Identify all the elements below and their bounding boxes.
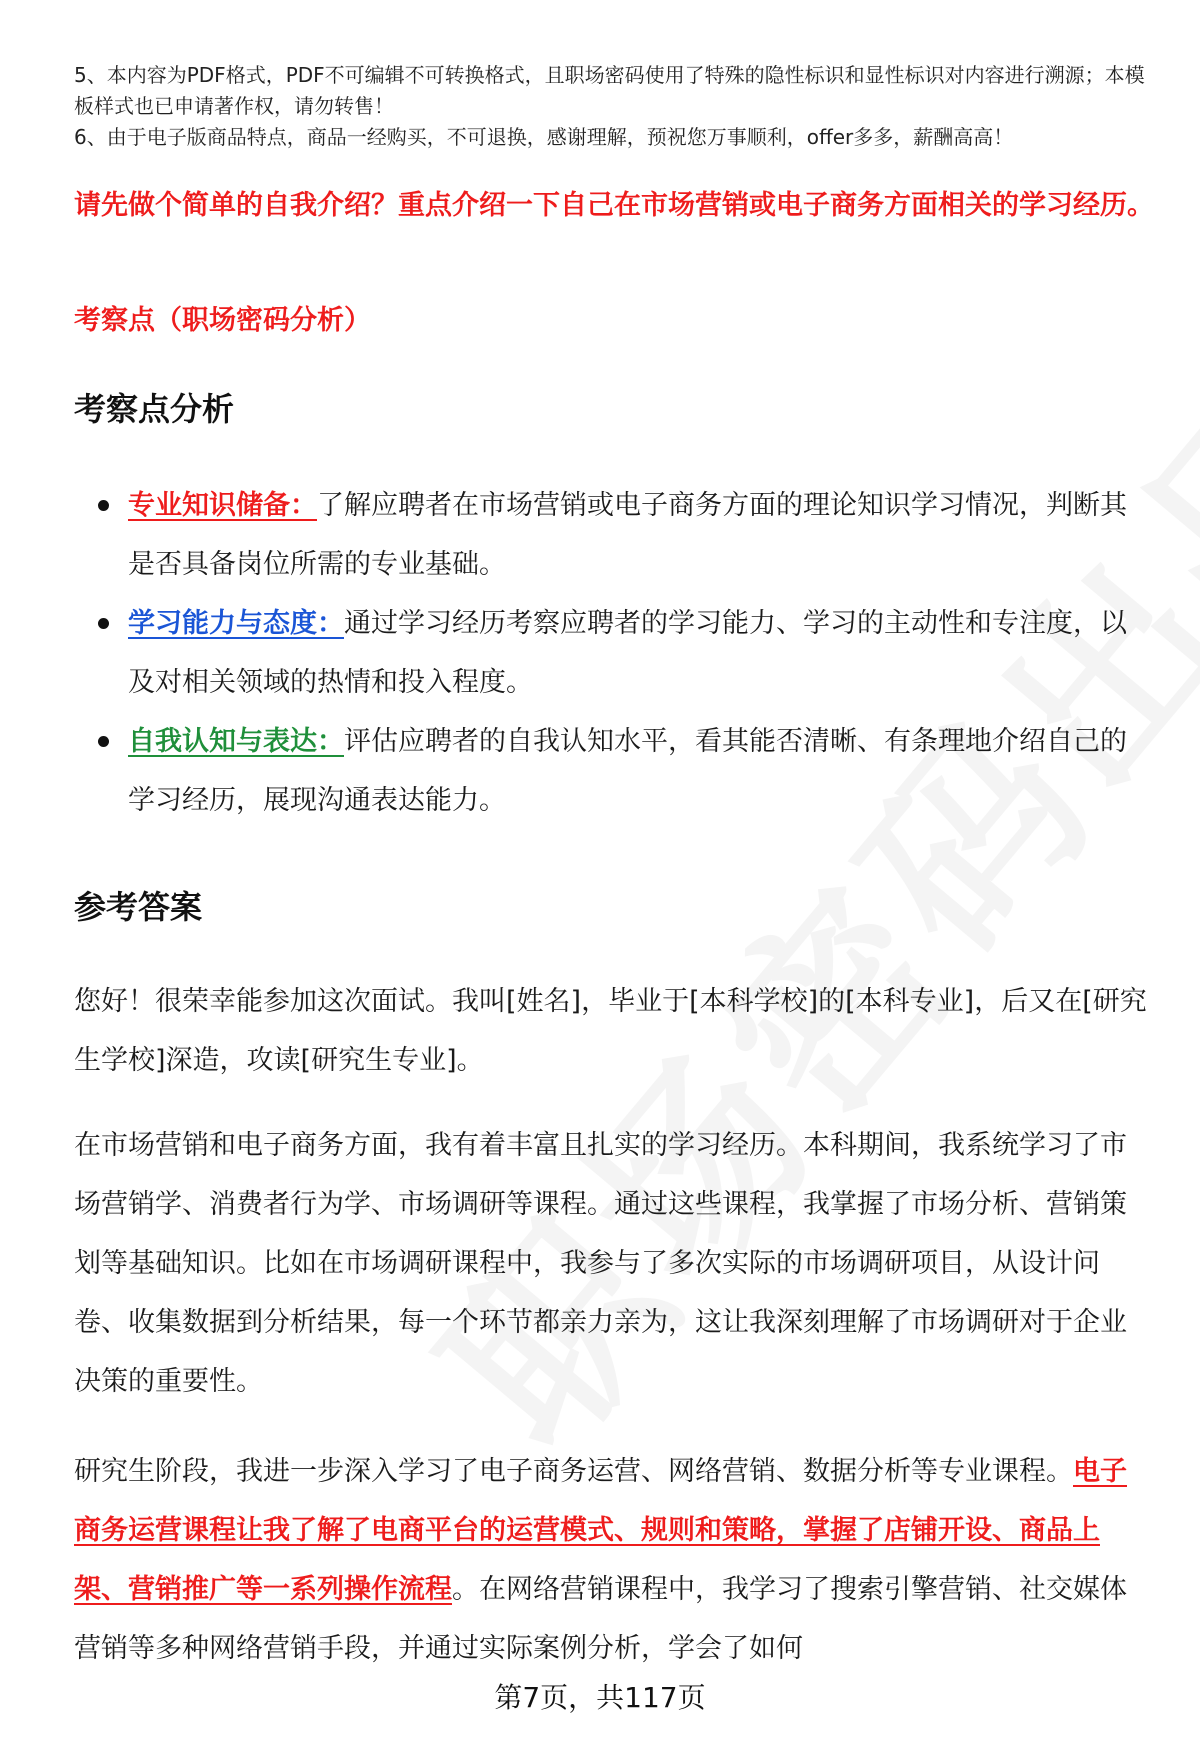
bullet-dot-icon (98, 500, 109, 511)
item-text: 通过学习经历考察应聘者的学习能力、学习的主动性和专注度，以及对相关领域的热情和投入程度。 (128, 608, 1127, 698)
bullet-dot-icon (98, 618, 109, 629)
keyword: 自我认知与表达： (128, 726, 344, 757)
notice-6: 6、由于电子版商品特点，商品一经购买，不可退换，感谢理解，预祝您万事顺利，offer多多，薪酬高高！ (74, 125, 1014, 149)
answer-paragraph-2: 在市场营销和电子商务方面，我有着丰富且扎实的学习经历。本科期间，我系统学习了市场营销学、消费者行为学、市场调研等课程。通过这些课程，我掌握了市场分析、营销策划等基础知识。比如在市场调研课程中，我参与了多次实际的市场调研项目，从设计问卷、收集数据到分析结果，每一个环节都亲力亲为，这让我深刻理解了市场调研对于企业决策的重要性。 (74, 1130, 1127, 1397)
keyword: 专业知识储备： (128, 490, 317, 521)
answer-highlight: 电子商务运营课程让我了解了电商平台的运营模式、规则和策略，掌握了店铺开设、商品上架、营销推广等一系列操作流程 (74, 1456, 1127, 1605)
bullet-dot-icon (98, 736, 109, 747)
analysis-heading: 考察点分析 (74, 390, 235, 428)
list-item (74, 594, 1144, 712)
notice-5: 5、本内容为PDF格式，PDF不可编辑不可转换格式，且职场密码使用了特殊的隐性标识和显性标识对内容进行溯源；本模板样式也已申请著作权，请勿转售！ (74, 63, 1145, 118)
answer-paragraph-3 (74, 1442, 1148, 1678)
list-item (74, 712, 1144, 830)
keyword: 学习能力与态度： (128, 608, 344, 639)
list-item (74, 476, 1144, 594)
page-number: 第7页，共117页 (494, 1681, 706, 1714)
item-text: 了解应聘者在市场营销或电子商务方面的理论知识学习情况，判断其是否具备岗位所需的专业基础。 (128, 490, 1127, 580)
kaochadian-label: 考察点（职场密码分析） (74, 305, 371, 336)
analysis-list (74, 476, 1144, 830)
interview-question: 请先做个简单的自我介绍？重点介绍一下自己在市场营销或电子商务方面相关的学习经历。 (74, 190, 1154, 221)
item-text: 评估应聘者的自我认知水平，看其能否清晰、有条理地介绍自己的学习经历，展现沟通表达能力。 (128, 726, 1127, 816)
answer-heading: 参考答案 (74, 888, 203, 926)
answer-text: 研究生阶段，我进一步深入学习了电子商务运营、网络营销、数据分析等专业课程。 (74, 1456, 1073, 1487)
answer-paragraph-1: 您好！很荣幸能参加这次面试。我叫[姓名]，毕业于[本科学校]的[本科专业]，后又在[研究生学校]深造，攻读[研究生专业]。 (74, 986, 1147, 1076)
answer-text: 。在网络营销课程中，我学习了搜索引擎营销、社交媒体营销等多种网络营销手段，并通过实际案例分析，学会了如何 (74, 1574, 1127, 1664)
